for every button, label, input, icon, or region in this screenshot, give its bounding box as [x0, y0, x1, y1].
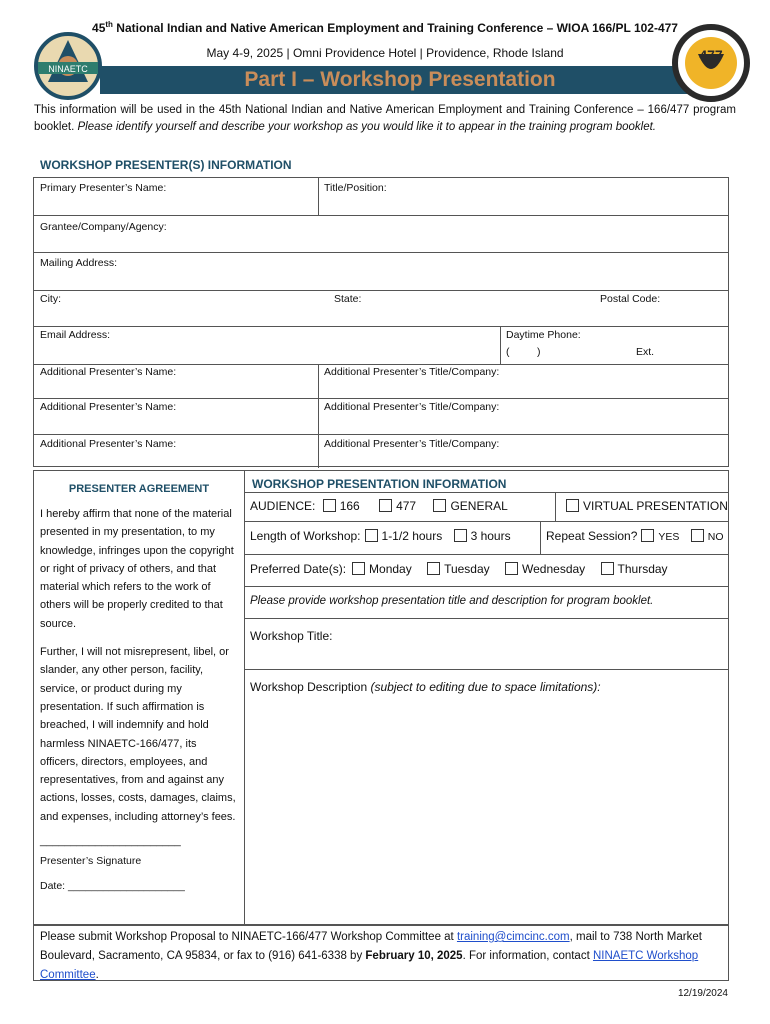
- virtual-presentation-checkbox[interactable]: [566, 499, 579, 512]
- agreement-paragraph-2: Further, I will not misrepresent, libel, or slander, any other person, facility, service, or product during my presentation. If such affirmation is breached, I will indemnify and hold harmless NINAETC-166/477, its officers, directors, employees, and representatives, from and against any actions, losses, costs, damages, claims, and expenses, including attorney’s fees.: [40, 646, 236, 823]
- svg-text:477: 477: [699, 47, 723, 63]
- agreement-text: [40, 505, 236, 895]
- committee-link[interactable]: NINAETC Workshop Committee: [40, 950, 699, 981]
- page-title: Part I – Workshop Presentation: [244, 68, 556, 91]
- audience-general-checkbox[interactable]: [433, 499, 446, 512]
- additional-presenter-title-1[interactable]: Additional Presenter’s Title/Company:: [324, 366, 500, 378]
- additional-presenter-name-3[interactable]: Additional Presenter’s Name:: [40, 438, 177, 450]
- signature-label: Presenter’s Signature: [40, 855, 142, 868]
- repeat-yes-checkbox[interactable]: [641, 529, 654, 542]
- additional-presenter-title-3[interactable]: Additional Presenter’s Title/Company:: [324, 438, 500, 450]
- audience-166-checkbox[interactable]: [323, 499, 336, 512]
- dates-row: Preferred Date(s): Monday Tuesday Wednesday Thursday: [250, 562, 668, 576]
- workshop-section-title: WORKSHOP PRESENTATION INFORMATION: [252, 477, 507, 491]
- audience-row: AUDIENCE: 166 477 GENERAL: [250, 499, 508, 513]
- ninaetc-logo: [32, 30, 104, 102]
- tuesday-checkbox[interactable]: [427, 562, 440, 575]
- phone-area-close: ): [537, 346, 541, 358]
- conference-title: 45th National Indian and Native American Employment and Training Conference – WIOA 166/PL 102-477: [92, 20, 678, 35]
- conference-subtitle: May 4-9, 2025 | Omni Providence Hotel | Providence, Rhode Island: [206, 46, 564, 60]
- wednesday-checkbox[interactable]: [505, 562, 518, 575]
- length-row: Length of Workshop: 1-1/2 hours 3 hours: [250, 529, 511, 543]
- agreement-paragraph-1: I hereby affirm that none of the material presented in my presentation, to my knowledge, infringes upon the copyright or right of privacy of others, and that material which refers to the work of others will be properly credited to that source.: [40, 508, 234, 630]
- title-position-field[interactable]: Title/Position:: [324, 182, 387, 194]
- workshop-description-field[interactable]: Workshop Description (subject to editing due to space limitations):: [250, 680, 601, 694]
- training-email-link[interactable]: training@cimcinc.com: [456, 931, 570, 943]
- svg-text:NINAETC: NINAETC: [48, 64, 88, 74]
- daytime-phone-field[interactable]: Daytime Phone:: [506, 329, 581, 341]
- date-field[interactable]: Date: ____________________: [40, 879, 185, 892]
- workshop-instruction: Please provide workshop presentation title and description for program booklet.: [250, 595, 654, 607]
- phone-ext-field[interactable]: Ext.: [636, 346, 655, 358]
- postal-code-field[interactable]: Postal Code:: [600, 293, 661, 305]
- audience-477-checkbox[interactable]: [379, 499, 392, 512]
- mailing-address-field[interactable]: Mailing Address:: [40, 257, 118, 269]
- length-90min-checkbox[interactable]: [365, 529, 378, 542]
- agreement-title: PRESENTER AGREEMENT: [68, 483, 210, 495]
- additional-presenter-title-2[interactable]: Additional Presenter’s Title/Company:: [324, 401, 500, 413]
- submission-instructions: Please submit Workshop Proposal to NINAETC-166/477 Workshop Committee at training@cimcinc.com, mail to 738 North Market Boulevard, Sacramento, CA 95834, or fax to (916) 641-6338 by February 10, 2025. For information, contact NINAETC Workshop Committee.: [33, 925, 729, 981]
- primary-presenter-name-field[interactable]: Primary Presenter’s Name:: [40, 182, 167, 194]
- city-field[interactable]: City:: [40, 293, 61, 305]
- tribal-logo: [672, 24, 750, 102]
- presenter-section-title: WORKSHOP PRESENTER(S) INFORMATION: [40, 158, 292, 172]
- intro-text: This information will be used in the 45th National Indian and Native American Employment and Training Conference – 166/477 program booklet. Please identify yourself and describe your workshop as you would like it to appear in the training program booklet.: [34, 104, 736, 133]
- additional-presenter-name-1[interactable]: Additional Presenter’s Name:: [40, 366, 177, 378]
- email-field[interactable]: Email Address:: [40, 329, 111, 341]
- signature-line[interactable]: _______________________: [40, 835, 181, 848]
- presenter-info-table: [33, 177, 729, 467]
- additional-presenter-name-2[interactable]: Additional Presenter’s Name:: [40, 401, 177, 413]
- thursday-checkbox[interactable]: [601, 562, 614, 575]
- repeat-no-checkbox[interactable]: [691, 529, 704, 542]
- revision-date: 12/19/2024: [677, 988, 728, 999]
- repeat-row: Repeat Session? YES NO: [546, 529, 724, 543]
- grantee-field[interactable]: Grantee/Company/Agency:: [40, 221, 167, 233]
- state-field[interactable]: State:: [334, 293, 362, 305]
- phone-area-open: (: [506, 346, 510, 358]
- lower-section: [33, 470, 729, 925]
- virtual-row: VIRTUAL PRESENTATION: [562, 499, 728, 513]
- length-3hr-checkbox[interactable]: [454, 529, 467, 542]
- workshop-title-field[interactable]: Workshop Title:: [250, 629, 333, 643]
- monday-checkbox[interactable]: [352, 562, 365, 575]
